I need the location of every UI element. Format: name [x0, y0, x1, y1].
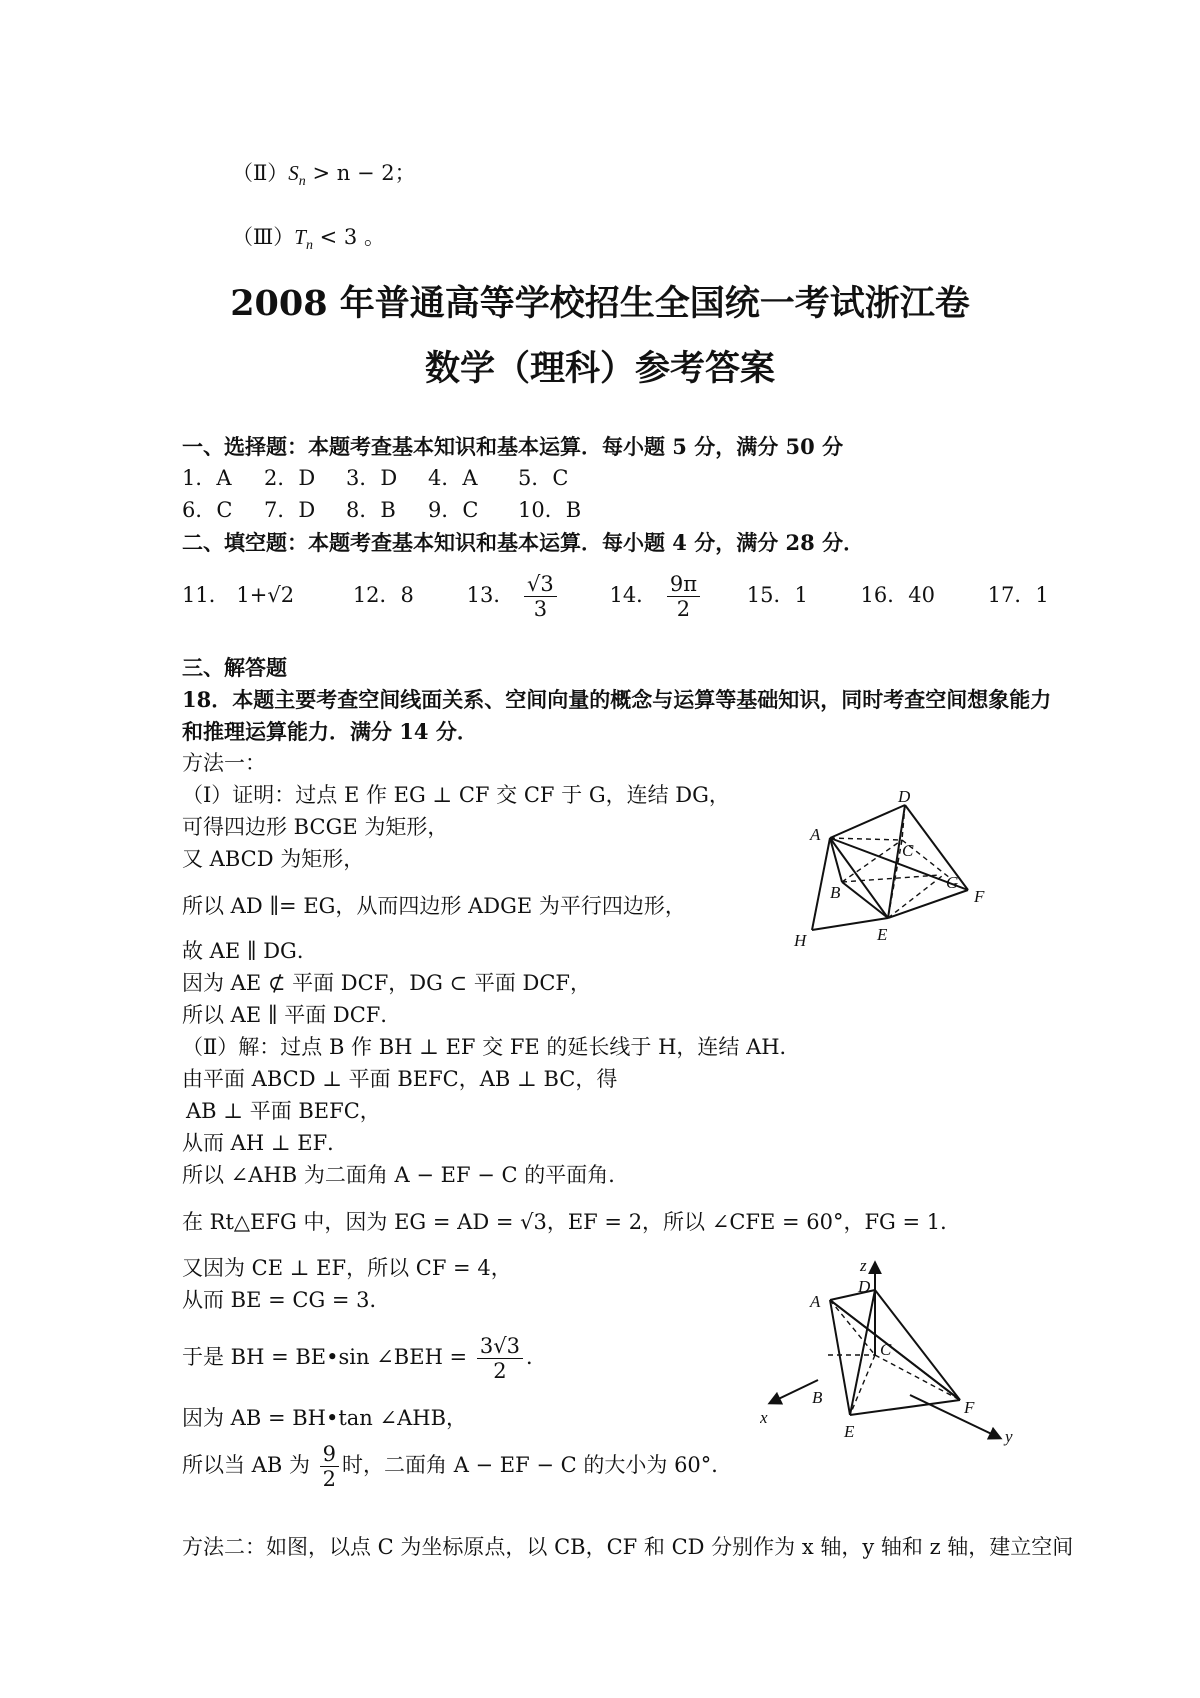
proof-line-bh: 于是 BH = BE•sin ∠BEH = $\frac{3√3}{2}$ ． [182, 1334, 547, 1384]
proof-line-conclusion: 所以当 AB 为 $\frac{9}{2}$ 时，二面角 A − EF − C 的大小为 60°． [182, 1442, 733, 1492]
label-a: A [810, 825, 821, 844]
label-g: G [946, 873, 959, 892]
axis-x-label: x [760, 1408, 768, 1427]
fraction-bh: $\frac{3√3}{2}$ [477, 1334, 523, 1383]
fraction-13: $\frac{√3}{3}$ [524, 572, 557, 621]
choice-answers-row2: 6．C 7．D 8．B 9．C 10．B [182, 498, 582, 522]
section1-heading: 一、选择题：本题考查基本知识和基本运算．每小题 5 分，满分 50 分 [182, 434, 844, 459]
section2-heading: 二、填空题：本题考查基本知识和基本运算．每小题 4 分，满分 28 分． [182, 530, 865, 555]
axis-z-label: z [860, 1256, 867, 1275]
proof-line: （Ⅰ）证明：过点 E 作 EG ⊥ CF 交 CF 于 G，连结 DG， [182, 783, 730, 807]
label-b: B [812, 1388, 823, 1407]
proof-line: 所以 AD ∥= EG，从而四边形 ADGE 为平行四边形， [182, 894, 686, 918]
geometry-figure-2 [760, 1255, 1020, 1450]
label-b: B [830, 883, 841, 902]
page-title: 2008 年普通高等学校招生全国统一考试浙江卷 [230, 283, 970, 324]
fraction-14: $\frac{9\pi}{2}$ [667, 572, 700, 621]
proof-line: 所以 ∠AHB 为二面角 A − EF − C 的平面角． [182, 1163, 630, 1187]
prev-part-ii: $(Ⅱ)S_n > n - 2$； [232, 161, 416, 189]
proof-line: AB ⊥ 平面 BEFC， [186, 1099, 381, 1123]
label-f: F [974, 887, 985, 906]
page-subtitle: 数学（理科）参考答案 [424, 348, 775, 389]
label-d: D [858, 1277, 871, 1296]
proof-line: 故 AE ∥ DG． [182, 939, 318, 963]
geometry-figure-1 [790, 790, 1000, 960]
proof-line: （Ⅱ）解：过点 B 作 BH ⊥ EF 交 FE 的延长线于 H，连结 AH． [182, 1035, 801, 1059]
label-c: C [902, 841, 914, 860]
fraction-ab: $\frac{9}{2}$ [320, 1442, 339, 1491]
proof-line: 由平面 ABCD ⊥ 平面 BEFC，AB ⊥ BC，得 [182, 1067, 618, 1091]
q18-intro-line1: 18．本题主要考查空间线面关系、空间向量的概念与运算等基础知识，同时考查空间想象能力 [182, 687, 1052, 712]
fill-answers-row: 11． 1+√2 12．8 13． $\frac{√3}{3}$ 14． $\frac{9\pi}{2}$ 15．1 16．40 17．1 [182, 572, 1049, 622]
axis-y-label: y [1005, 1427, 1013, 1446]
label-d: D [898, 790, 911, 806]
label-e: E [844, 1422, 855, 1441]
q18-intro-line2: 和推理运算能力．满分 14 分． [182, 719, 478, 744]
proof-line: 又因为 CE ⊥ EF，所以 CF = 4， [182, 1256, 512, 1280]
proof-line: 从而 AH ⊥ EF． [182, 1131, 349, 1155]
prev-part-iii: $(Ⅲ)T_n < 3$ 。 [232, 225, 385, 253]
proof-line: 又 ABCD 为矩形， [182, 847, 365, 871]
proof-line: 在 Rt△EFG 中，因为 EG = AD = √3，EF = 2，所以 ∠CFE = 60°，FG = 1． [182, 1210, 962, 1234]
method2-line: 方法二：如图，以点 C 为坐标原点，以 CB，CF 和 CD 分别作为 x 轴，y 轴和 z 轴，建立空间 [182, 1535, 1074, 1559]
method1-label: 方法一： [182, 751, 266, 775]
choice-answers-row1: 1．A 2．D 3．D 4．A 5．C [182, 466, 569, 490]
label-c: C [880, 1340, 892, 1359]
label-e: E [877, 925, 888, 944]
proof-line: 从而 BE = CG = 3． [182, 1288, 391, 1312]
proof-line: 可得四边形 BCGE 为矩形， [182, 815, 449, 839]
label-h: H [794, 931, 807, 950]
label-f: F [964, 1398, 975, 1417]
proof-line: 因为 AB = BH•tan ∠AHB， [182, 1406, 468, 1430]
section3-heading: 三、解答题 [182, 655, 287, 680]
label-a: A [810, 1292, 821, 1311]
proof-line: 因为 AE ⊄ 平面 DCF，DG ⊂ 平面 DCF， [182, 971, 591, 995]
proof-line: 所以 AE ∥ 平面 DCF． [182, 1003, 402, 1027]
